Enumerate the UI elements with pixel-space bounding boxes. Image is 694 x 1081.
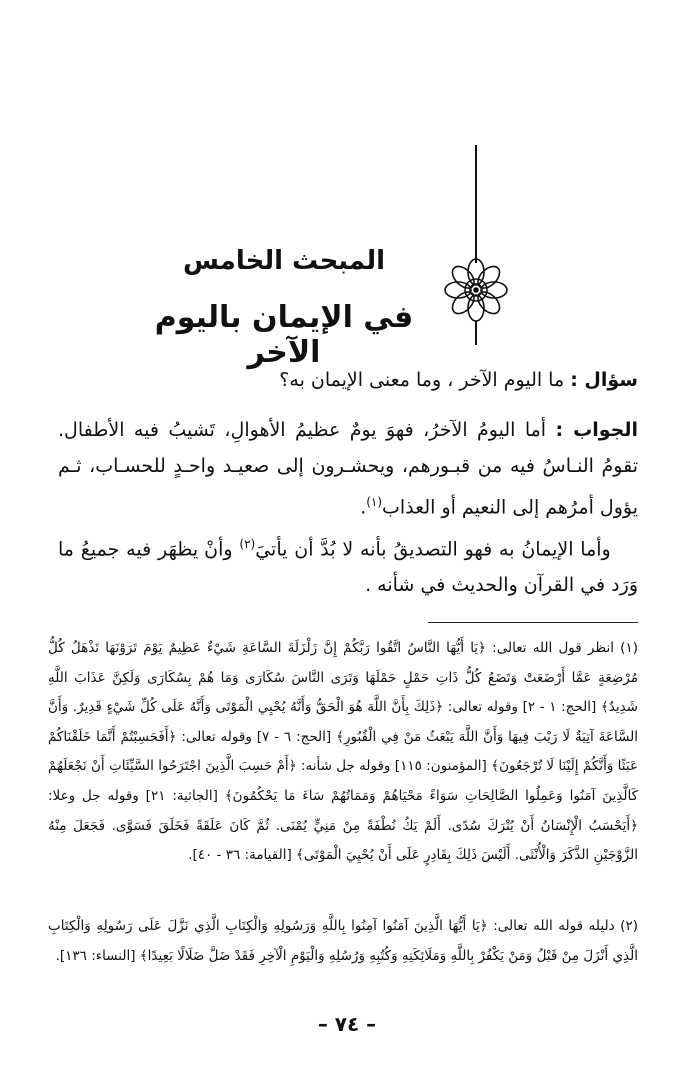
question-text: ما اليوم الآخر ، وما معنى الإيمان به؟ bbox=[279, 369, 565, 391]
answer-label: الجواب : bbox=[555, 419, 638, 441]
answer-text-2a: وأما الإيمانُ به فهو التصديقُ بأنه لا بُدَّ أن يأتيَ bbox=[255, 538, 611, 561]
answer-paragraph-2 bbox=[58, 526, 638, 603]
page-number: – ٧٤ – bbox=[317, 1012, 377, 1036]
section-subtitle: في الإيمان باليوم الآخر bbox=[154, 300, 414, 370]
section-title: المبحث الخامس bbox=[182, 246, 386, 276]
footnote-divider bbox=[428, 622, 638, 623]
footnote-1: (١) انظر قول الله تعالى: ﴿يَا أَيُّهَا النَّاسُ اتَّقُوا رَبَّكُمْ إِنَّ زَلْزَلَةَ السَّاعَةِ شَيْءٌ عَظِيمٌ يَوْمَ تَرَوْنَهَا تَذْهَلُ كُلُّ مُرْضِعَةٍ عَمَّا أَرْضَعَتْ وَتَضَعُ كُلُّ ذَاتِ حَمْلٍ حَمْلَهَا وَتَرَى النَّاسَ سُكَارَى وَمَا هُمْ بِسُكَارَى وَلَكِنَّ عَذَابَ اللَّهِ شَدِيدٌ﴾ [الحج: ١ - ٢] وقوله تعالى: ﴿ذَلِكَ بِأَنَّ اللَّهَ هُوَ الْحَقُّ وَأَنَّهُ يُحْيِي الْمَوْتَى وَأَنَّهُ عَلَى كُلِّ شَيْءٍ قَدِيرٌ. وَأَنَّ السَّاعَةَ آتِيَةٌ لَا رَيْبَ فِيهَا وَأَنَّ اللَّهَ يَبْعَثُ مَنْ فِي الْقُبُورِ﴾ [الحج: ٦ - ٧] وقوله تعالى: ﴿أَفَحَسِبْتُمْ أَنَّمَا خَلَقْنَاكُمْ عَبَثًا وَأَنَّكُمْ إِلَيْنَا لَا تُرْجَعُونَ﴾ [المؤمنون: ١١٥] وقوله جل شأنه: ﴿أَمْ حَسِبَ الَّذِينَ اجْتَرَحُوا السَّيِّئَاتِ أَنْ نَجْعَلَهُمْ كَالَّذِينَ آمَنُوا وَعَمِلُوا الصَّالِحَاتِ سَوَاءً مَحْيَاهُمْ وَمَمَاتُهُمْ سَاءَ مَا يَحْكُمُونَ﴾ [الجاثية: ٢١] وقوله جل وعلا: ﴿أَيَحْسَبُ الْإِنْسَانُ أَنْ يُتْرَكَ سُدًى. أَلَمْ يَكُ نُطْفَةً مِنْ مَنِيٍّ يُمْنَى. ثُمَّ كَانَ عَلَقَةً فَخَلَقَ فَسَوَّى. فَجَعَلَ مِنْهُ الزَّوْجَيْنِ الذَّكَرَ وَالْأُنْثَى. أَلَيْسَ ذَلِكَ بِقَادِرٍ عَلَى أَنْ يُحْيِيَ الْمَوْتَى﴾ [القيامة: ٣٦ - ٤٠]. bbox=[48, 640, 638, 864]
footnote-ref-2[interactable]: (٢) bbox=[239, 537, 256, 551]
answer-paragraph-1: الجواب : أما اليومُ الآخرُ، فهوَ يومٌ عظيمُ الأهوالِ، تَشيبُ فيه الأطفال. تقومُ النـاسُ فيه من قبـورهم، ويحشـرون إلى صعيـد واحـدٍ للحسـاب، ثـم يؤول أمرُهم إلى النعيم أو العذاب$^{(١)}$. bbox=[58, 419, 638, 519]
footnote-ref-1[interactable]: (١) bbox=[366, 495, 383, 509]
floral-ornament-icon bbox=[436, 145, 516, 345]
question-paragraph bbox=[58, 362, 638, 398]
question-label: سؤال : bbox=[570, 369, 638, 391]
answer-text-1: أما اليومُ الآخرُ، فهوَ يومٌ عظيمُ الأهوالِ، تَشيبُ فيه الأطفال. تقومُ النـاسُ فيه من قبـورهم، ويحشـرون إلى صعيـد واحـدٍ للحسـاب، ثـم يؤول أمرُهم إلى النعيم أو العذاب bbox=[58, 419, 638, 519]
footnote-2: (٢) دليله قوله الله تعالى: ﴿يَا أَيُّهَا الَّذِينَ آمَنُوا آمِنُوا بِاللَّهِ وَرَسُولِهِ وَالْكِتَابِ الَّذِي نَزَّلَ عَلَى رَسُولِهِ وَالْكِتَابِ الَّذِي أَنْزَلَ مِنْ قَبْلُ وَمَنْ يَكْفُرْ بِاللَّهِ وَمَلَائِكَتِهِ وَكُتُبِهِ وَرُسُلِهِ وَالْيَوْمِ الْآخِرِ فَقَدْ ضَلَّ ضَلَالًا بَعِيدًا﴾ [النساء: ١٣٦]. bbox=[48, 918, 638, 964]
answer-text-2b: وأنْ يظهَر فيه جميعُ ما وَرَد في القرآن والحديث في شأنه . bbox=[58, 538, 638, 597]
